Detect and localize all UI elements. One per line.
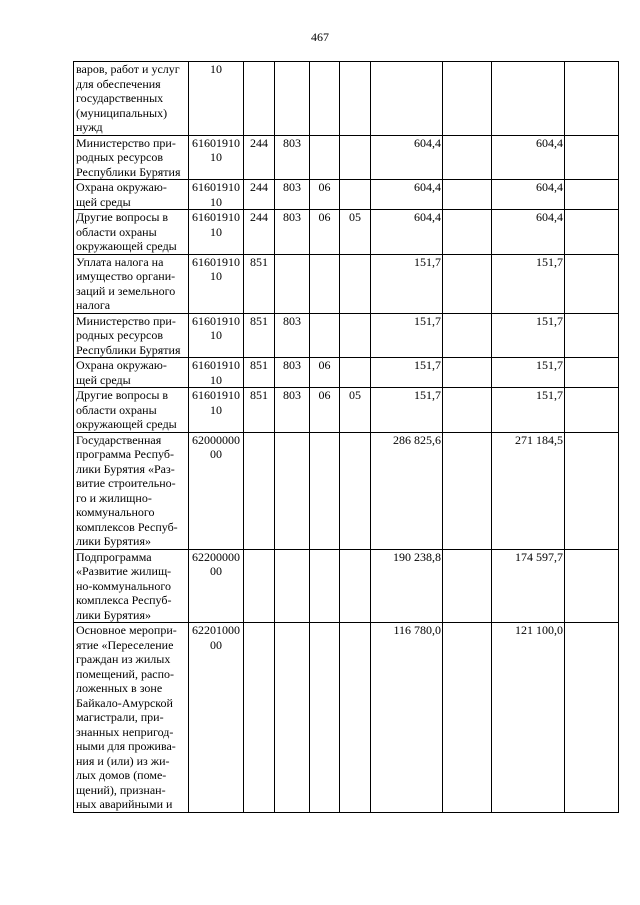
row-section-code: [310, 135, 340, 180]
row-target-article-code: 6160191010: [189, 210, 244, 255]
row-amount-2: [443, 623, 492, 813]
row-expense-type-code: 851: [244, 254, 275, 313]
page-number: 467: [311, 30, 329, 44]
row-name: Государственная программа Респуб-лики Бурятия «Раз-витие строительно-го и жилищно-коммунального комплексов Респуб-лики Бурятия»: [74, 432, 189, 549]
table-row: [74, 358, 619, 388]
row-section-code: 06: [310, 388, 340, 433]
row-subsection-code: [340, 358, 371, 388]
row-target-article-code: 6160191010: [189, 388, 244, 433]
row-amount-1: [371, 62, 443, 136]
row-ministry-code: [275, 549, 310, 623]
row-amount-1: 151,7: [371, 358, 443, 388]
row-target-article-code: 6220000000: [189, 549, 244, 623]
row-name: Основное меропри-ятие «Переселение граждан из жилых помещений, распо-ложенных в зоне Байкало-Амурской магистрали, при-знанных непригод-ными для прожива-ния и (или) из жи-лых домов (поме-щений), признан-ных аварийными и: [74, 623, 189, 813]
row-ministry-code: [275, 623, 310, 813]
row-section-code: [310, 313, 340, 358]
row-section-code: 06: [310, 358, 340, 388]
row-amount-1: 151,7: [371, 313, 443, 358]
row-ministry-code: 803: [275, 388, 310, 433]
row-amount-4: [565, 549, 619, 623]
row-target-article-code: 10: [189, 62, 244, 136]
row-expense-type-code: [244, 549, 275, 623]
table-row: [74, 62, 619, 136]
table-row: [74, 254, 619, 313]
row-amount-4: [565, 388, 619, 433]
row-amount-2: [443, 313, 492, 358]
row-amount-4: [565, 180, 619, 210]
row-expense-type-code: [244, 432, 275, 549]
budget-table: [73, 61, 619, 813]
row-subsection-code: [340, 313, 371, 358]
row-amount-4: [565, 623, 619, 813]
row-section-code: [310, 254, 340, 313]
row-target-article-code: 6220100000: [189, 623, 244, 813]
row-subsection-code: [340, 254, 371, 313]
table-row: [74, 313, 619, 358]
row-expense-type-code: [244, 62, 275, 136]
row-section-code: [310, 623, 340, 813]
row-name: Министерство при-родных ресурсов Республики Бурятия: [74, 135, 189, 180]
row-target-article-code: 6160191010: [189, 254, 244, 313]
table-row: [74, 388, 619, 433]
row-name: варов, работ и услуг для обеспечения государственных (муниципальных) нужд: [74, 62, 189, 136]
row-amount-4: [565, 62, 619, 136]
row-target-article-code: 6160191010: [189, 180, 244, 210]
row-amount-4: [565, 313, 619, 358]
row-ministry-code: 803: [275, 135, 310, 180]
row-amount-1: 116 780,0: [371, 623, 443, 813]
row-subsection-code: 05: [340, 210, 371, 255]
row-subsection-code: [340, 432, 371, 549]
row-amount-3: 174 597,7: [492, 549, 565, 623]
row-amount-2: [443, 180, 492, 210]
row-amount-3: 271 184,5: [492, 432, 565, 549]
row-amount-3: 604,4: [492, 135, 565, 180]
row-ministry-code: [275, 62, 310, 136]
row-ministry-code: 803: [275, 180, 310, 210]
row-amount-1: 604,4: [371, 180, 443, 210]
row-amount-2: [443, 388, 492, 433]
row-subsection-code: [340, 549, 371, 623]
row-amount-1: 604,4: [371, 210, 443, 255]
row-amount-1: 604,4: [371, 135, 443, 180]
row-ministry-code: 803: [275, 358, 310, 388]
row-amount-4: [565, 210, 619, 255]
row-name: Охрана окружаю-щей среды: [74, 358, 189, 388]
row-amount-1: 286 825,6: [371, 432, 443, 549]
row-subsection-code: [340, 180, 371, 210]
table-row: [74, 432, 619, 549]
row-amount-2: [443, 358, 492, 388]
row-amount-2: [443, 549, 492, 623]
row-amount-3: 151,7: [492, 254, 565, 313]
row-amount-3: [492, 62, 565, 136]
table-row: [74, 549, 619, 623]
row-expense-type-code: 244: [244, 135, 275, 180]
row-amount-4: [565, 254, 619, 313]
row-amount-3: 121 100,0: [492, 623, 565, 813]
row-name: Охрана окружаю-щей среды: [74, 180, 189, 210]
row-expense-type-code: 244: [244, 180, 275, 210]
row-amount-2: [443, 62, 492, 136]
row-amount-4: [565, 135, 619, 180]
row-section-code: 06: [310, 210, 340, 255]
row-section-code: 06: [310, 180, 340, 210]
row-amount-2: [443, 135, 492, 180]
row-subsection-code: 05: [340, 388, 371, 433]
row-expense-type-code: 851: [244, 358, 275, 388]
row-amount-1: 151,7: [371, 388, 443, 433]
row-target-article-code: 6160191010: [189, 135, 244, 180]
row-ministry-code: 803: [275, 210, 310, 255]
row-name: Другие вопросы в области охраны окружающей среды: [74, 210, 189, 255]
row-ministry-code: [275, 432, 310, 549]
row-amount-2: [443, 254, 492, 313]
row-section-code: [310, 62, 340, 136]
row-ministry-code: [275, 254, 310, 313]
row-amount-2: [443, 432, 492, 549]
row-expense-type-code: 851: [244, 313, 275, 358]
row-ministry-code: 803: [275, 313, 310, 358]
row-amount-1: 151,7: [371, 254, 443, 313]
row-amount-2: [443, 210, 492, 255]
row-expense-type-code: 851: [244, 388, 275, 433]
row-amount-3: 151,7: [492, 388, 565, 433]
row-name: Подпрограмма «Развитие жилищ-но-коммунального комплекса Респуб-лики Бурятия»: [74, 549, 189, 623]
row-name: Уплата налога на имущество органи-заций и земельного налога: [74, 254, 189, 313]
table-row: [74, 623, 619, 813]
table-row: [74, 135, 619, 180]
row-amount-3: 604,4: [492, 180, 565, 210]
row-section-code: [310, 432, 340, 549]
table-row: [74, 180, 619, 210]
row-target-article-code: 6200000000: [189, 432, 244, 549]
row-amount-3: 151,7: [492, 313, 565, 358]
row-name: Другие вопросы в области охраны окружающей среды: [74, 388, 189, 433]
row-expense-type-code: [244, 623, 275, 813]
row-name: Министерство при-родных ресурсов Республики Бурятия: [74, 313, 189, 358]
row-section-code: [310, 549, 340, 623]
row-amount-3: 604,4: [492, 210, 565, 255]
row-target-article-code: 6160191010: [189, 358, 244, 388]
row-amount-4: [565, 358, 619, 388]
row-amount-1: 190 238,8: [371, 549, 443, 623]
row-target-article-code: 6160191010: [189, 313, 244, 358]
row-amount-4: [565, 432, 619, 549]
row-subsection-code: [340, 623, 371, 813]
row-expense-type-code: 244: [244, 210, 275, 255]
table-row: [74, 210, 619, 255]
row-subsection-code: [340, 135, 371, 180]
row-amount-3: 151,7: [492, 358, 565, 388]
row-subsection-code: [340, 62, 371, 136]
